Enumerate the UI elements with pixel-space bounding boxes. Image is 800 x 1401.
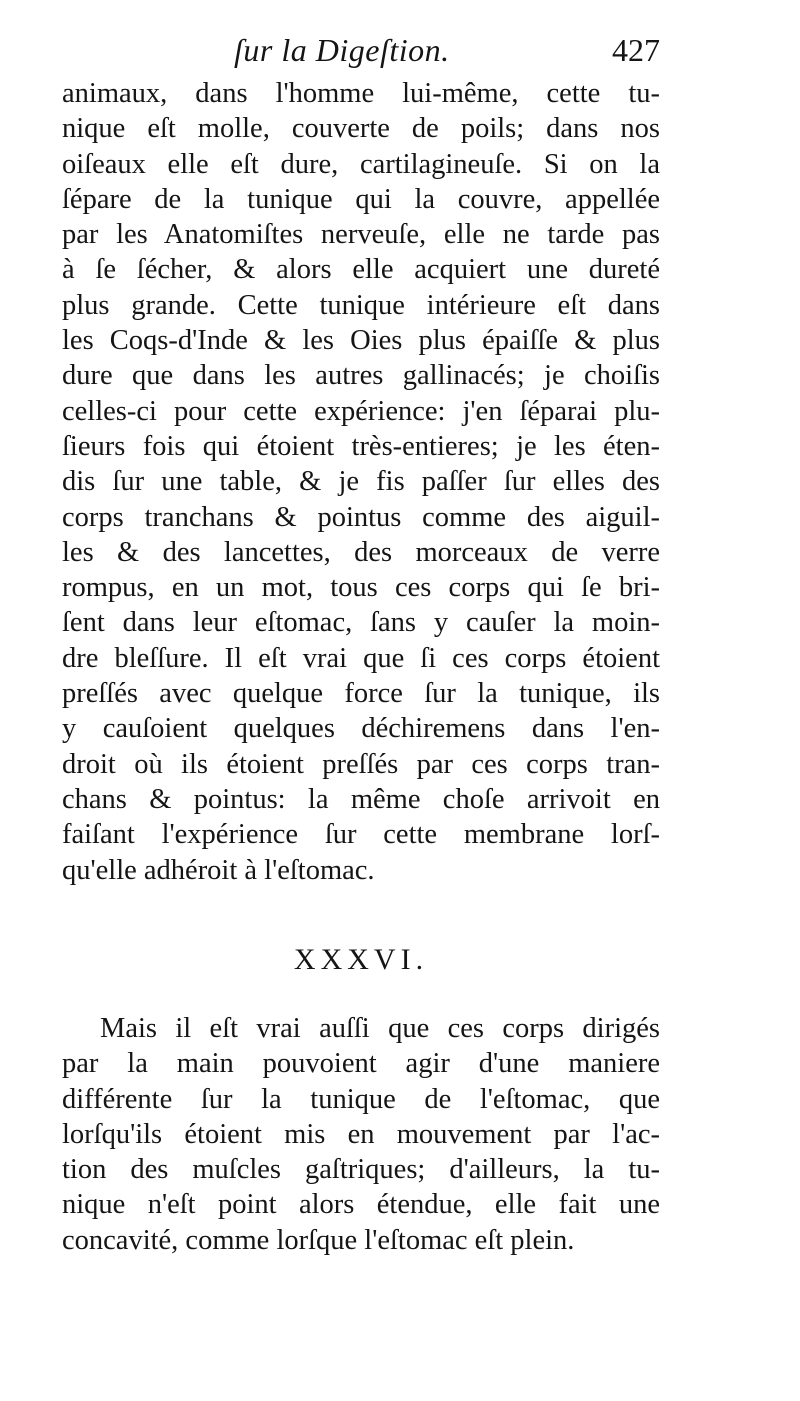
text-line: tion des muſcles gaſtriques; d'ailleurs, la tu- xyxy=(62,1154,660,1186)
page-number: 427 xyxy=(612,32,660,68)
text-line: plus grande. Cette tunique intérieure eſt dans xyxy=(62,289,660,321)
text-line: par les Anatomiſtes nerveuſe, elle ne tarde pas xyxy=(62,219,660,251)
section-heading: XXXVI. xyxy=(293,943,429,976)
text-line: ſieurs fois qui étoient très-entieres; je les éten- xyxy=(62,430,660,462)
text-line: différente ſur la tunique de l'eſtomac, que xyxy=(62,1083,660,1115)
text-line: y cauſoient quelques déchiremens dans l'en- xyxy=(62,713,660,745)
text-line: les & des lancettes, des morceaux de verre xyxy=(62,536,660,568)
text-line: qu'elle adhéroit à l'eſtomac. xyxy=(62,854,375,886)
running-head-title: ſur la Digeſtion. xyxy=(234,32,450,68)
text-line: celles-ci pour cette expérience: j'en ſéparai plu- xyxy=(62,395,660,427)
text-line: par la main pouvoient agir d'une maniere xyxy=(62,1048,660,1080)
text-line: faiſant l'expérience ſur cette membrane lorſ- xyxy=(62,819,660,851)
text-line: Mais il eſt vrai auſſi que ces corps dirigés xyxy=(100,1013,660,1044)
text-line: lorſqu'ils étoient mis en mouvement par l'ac- xyxy=(62,1118,660,1150)
text-line: corps tranchans & pointus comme des aiguil- xyxy=(62,501,660,533)
text-line: les Coqs-d'Inde & les Oies plus épaiſſe & plus xyxy=(62,325,660,357)
text-line: animaux, dans l'homme lui-même, cette tu- xyxy=(62,78,660,109)
running-head xyxy=(62,30,660,74)
text-line: rompus, en un mot, tous ces corps qui ſe bri- xyxy=(62,572,660,604)
paragraph-1 xyxy=(62,76,660,888)
text-line: à ſe ſécher, & alors elle acquiert une dureté xyxy=(62,254,660,286)
text-line: dure que dans les autres gallinacés; je choiſis xyxy=(62,360,660,392)
text-line: dis ſur une table, & je fis paſſer ſur elles des xyxy=(62,466,660,498)
text-line: nique eſt molle, couverte de poils; dans nos xyxy=(62,113,660,145)
text-line: concavité, comme lorſque l'eſtomac eſt plein. xyxy=(62,1224,575,1256)
text-line: droit où ils étoient preſſés par ces corps tran- xyxy=(62,748,660,780)
text-line: dre bleſſure. Il eſt vrai que ſi ces corps étoient xyxy=(62,642,660,674)
text-line: ſépare de la tunique qui la couvre, appellée xyxy=(62,183,660,215)
text-line: preſſés avec quelque force ſur la tunique, ils xyxy=(62,678,660,710)
text-line: nique n'eſt point alors étendue, elle fait une xyxy=(62,1189,660,1221)
text-line: chans & pointus: la même choſe arrivoit en xyxy=(62,783,660,815)
text-line: ſent dans leur eſtomac, ſans y cauſer la moin- xyxy=(62,607,660,639)
text-line: oiſeaux elle eſt dure, cartilagineuſe. Si on la xyxy=(62,148,660,180)
paragraph-2 xyxy=(62,1011,660,1258)
